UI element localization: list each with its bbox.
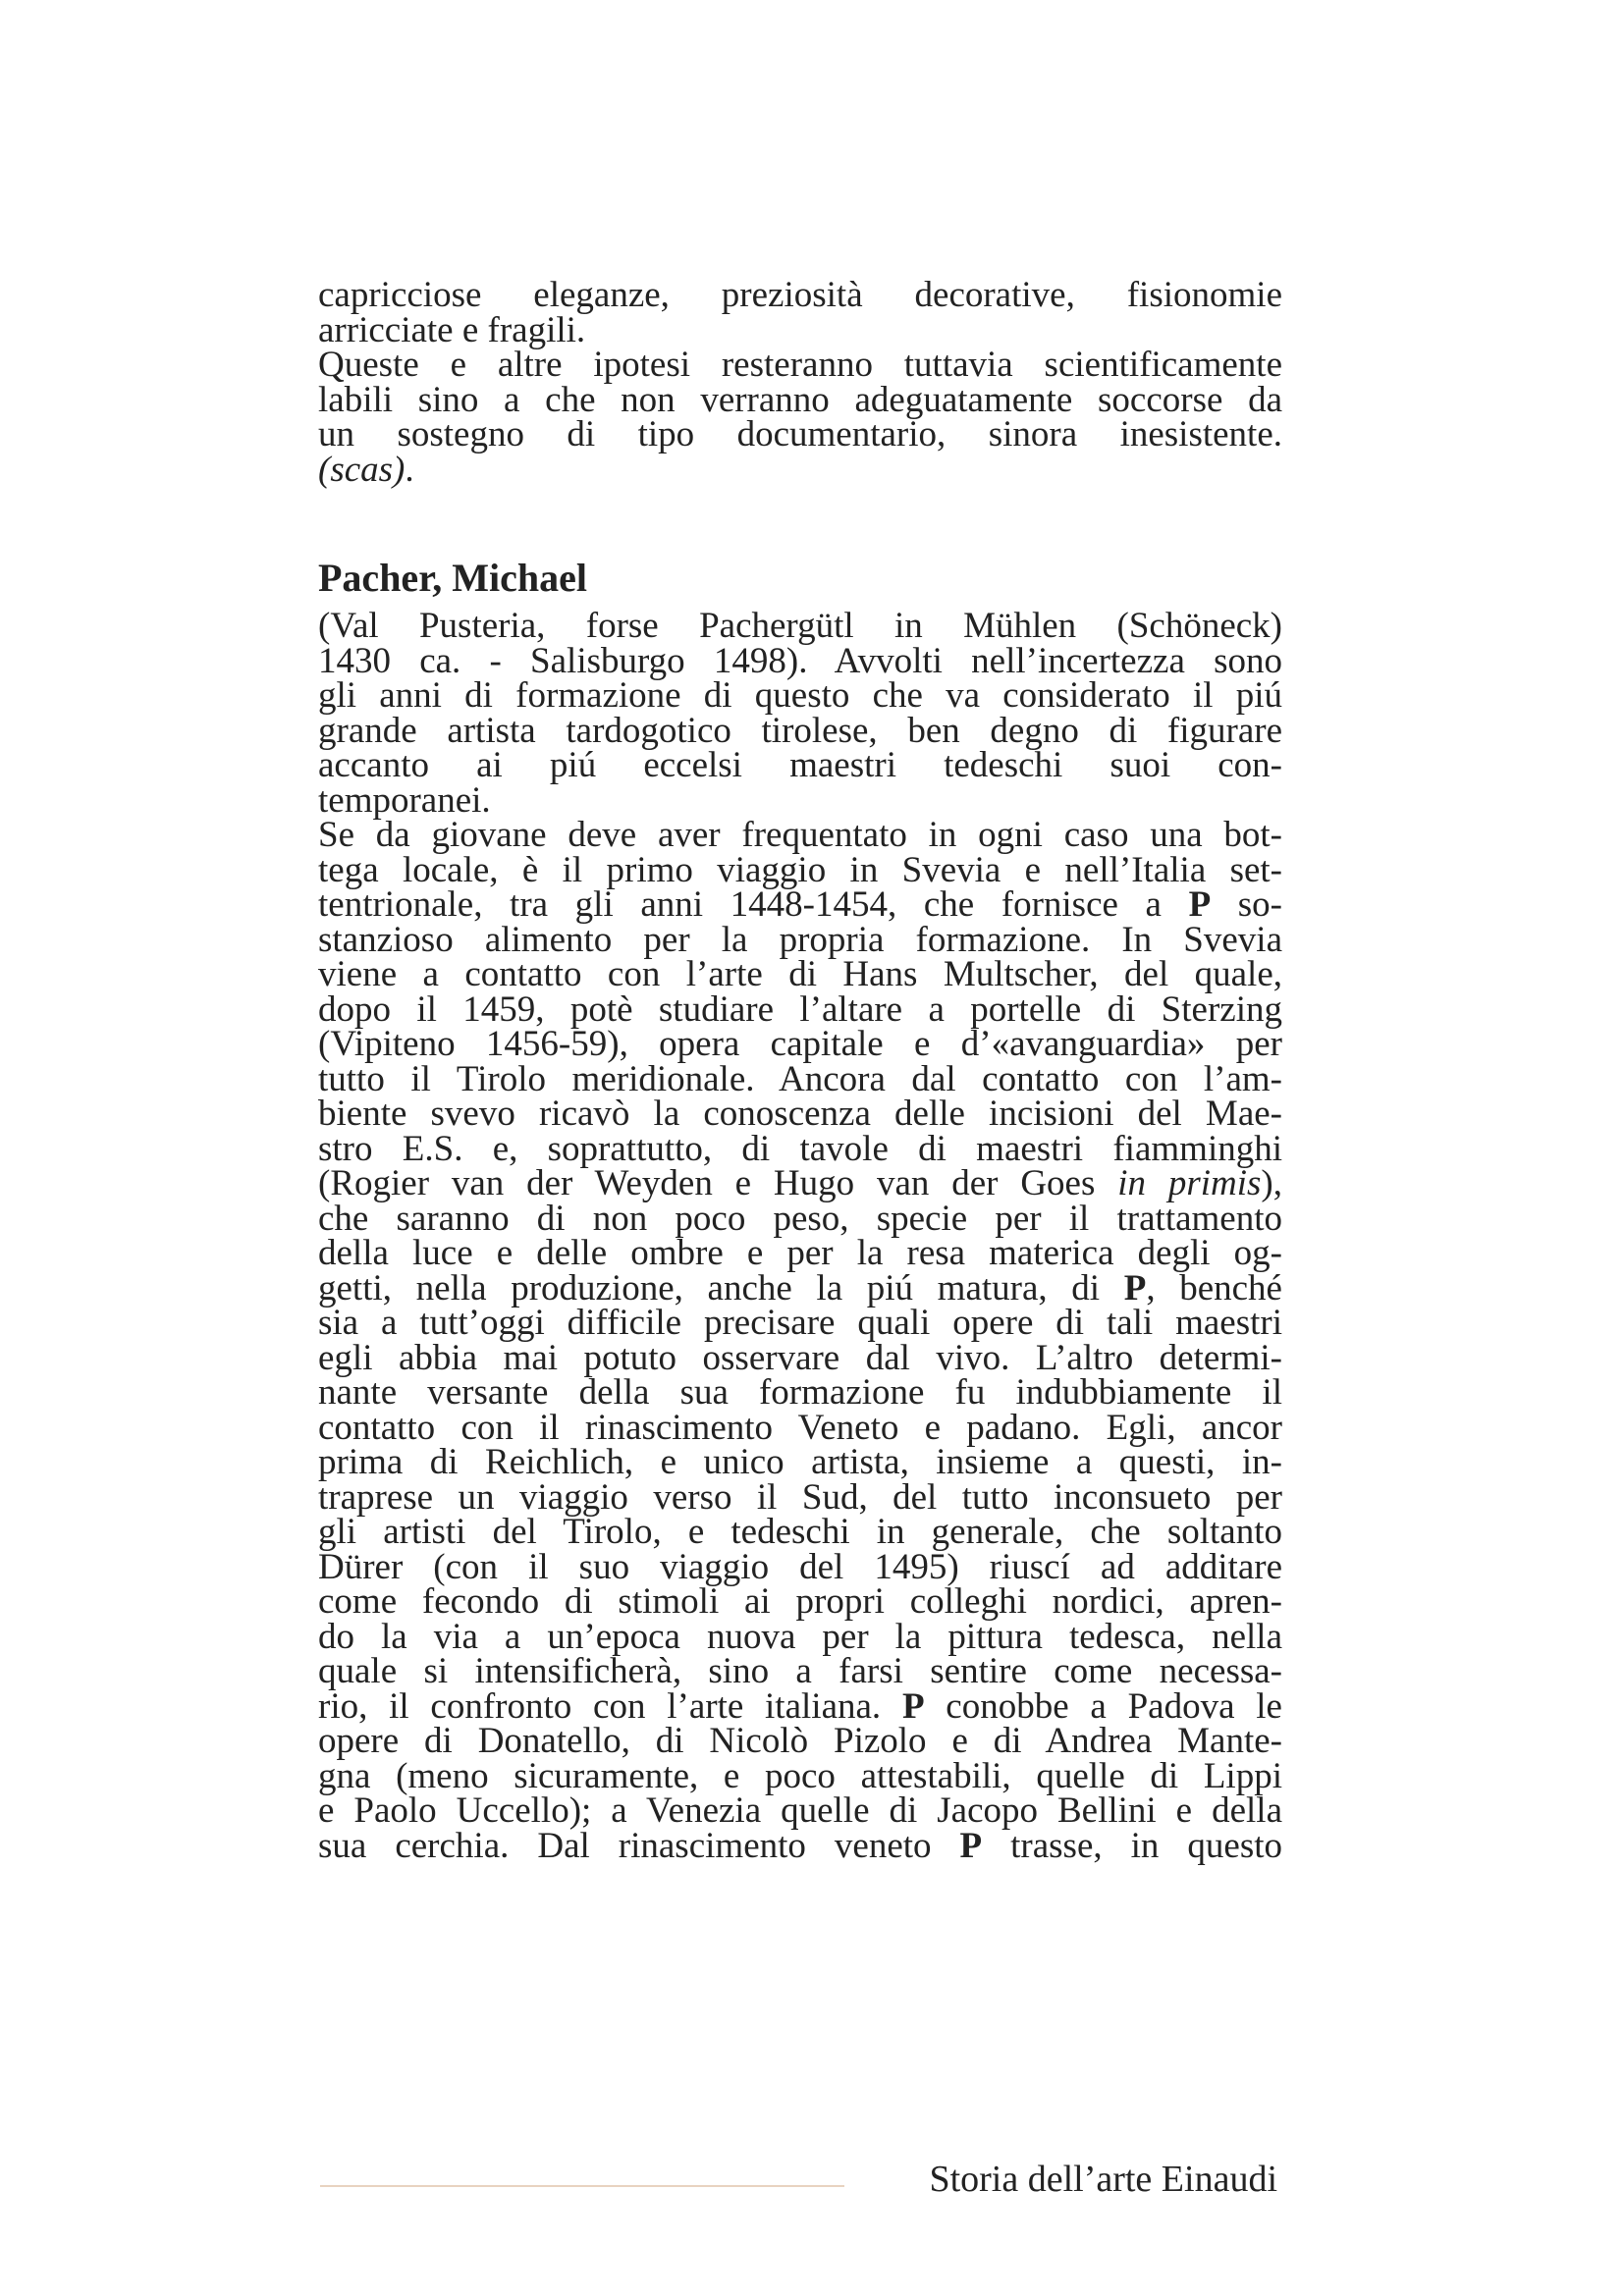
text-line: tutto il Tirolo meridionale. Ancora dal contatto con l’am- (318, 1058, 1282, 1099)
text-line: biente svevo ricavò la conoscenza delle incisioni del Mae- (318, 1094, 1282, 1134)
text-line: (Val Pusteria, forse Pachergütl in Mühlen (Schöneck) (318, 606, 1282, 646)
text-line: traprese un viaggio verso il Sud, del tutto inconsueto per (318, 1476, 1282, 1518)
text-line: Queste e altre ipotesi resteranno tuttavia scientificamente (318, 345, 1282, 385)
text-line: labili sino a che non verranno adeguatamente soccorse da (318, 379, 1282, 420)
text-line: stro E.S. e, soprattutto, di tavole di maestri fiamminghi (318, 1128, 1282, 1169)
text-line: stanzioso alimento per la propria formazione. In Svevia (318, 919, 1282, 960)
author-signature: (scas). (318, 449, 414, 490)
entry-intro (318, 606, 1282, 821)
entry-body (318, 606, 1282, 1866)
text-line: contatto con il rinascimento Veneto e padano. Egli, ancor (318, 1407, 1282, 1448)
text-line: do la via a un’epoca nuova per la pittura tedesca, nella (318, 1616, 1282, 1657)
text-line: grande artista tardogotico tirolese, ben degno di figurare (318, 710, 1282, 751)
text-line: rio, il confronto con l’arte italiana. P conobbe a Padova le (318, 1685, 1282, 1727)
text-line: sua cerchia. Dal rinascimento veneto P trasse, in questo (318, 1825, 1282, 1866)
text-line: gli artisti del Tirolo, e tedeschi in generale, che soltanto (318, 1512, 1282, 1552)
text-line: sia a tutt’oggi difficile precisare quali opere di tali maestri (318, 1303, 1282, 1343)
text-line: quale si intensificherà, sino a farsi sentire come necessa- (318, 1651, 1282, 1691)
entry-title: Pacher, Michael (318, 556, 588, 600)
text-line: tega locale, è il primo viaggio in Svevia e nell’Italia set- (318, 849, 1282, 890)
footer-rule (320, 2185, 844, 2187)
text-line: prima di Reichlich, e unico artista, insieme a questi, in- (318, 1442, 1282, 1482)
footer-series-title: Storia dell’arte Einaudi (929, 2159, 1277, 2200)
text-line: e Paolo Uccello); a Venezia quelle di Jacopo Bellini e della (318, 1790, 1282, 1831)
text-line: egli abbia mai potuto osservare dal vivo. L’altro determi- (318, 1337, 1282, 1378)
text-line: getti, nella produzione, anche la piú matura, di P, benché (318, 1267, 1282, 1308)
text-line: arricciate e fragili. (318, 309, 586, 350)
text-line: come fecondo di stimoli ai propri colleghi nordici, apren- (318, 1581, 1282, 1622)
entry-main-text (318, 815, 1282, 1866)
text-line: capricciose eleganze, preziosità decorative, fisionomie (318, 275, 1282, 315)
text-line: Dürer (con il suo viaggio del 1495) riuscí ad additare (318, 1546, 1282, 1587)
text-line: gna (meno sicuramente, e poco attestabili, quelle di Lippi (318, 1755, 1282, 1796)
text-line: un sostegno di tipo documentario, sinora inesistente. (318, 414, 1282, 454)
text-line: (Vipiteno 1456-59), opera capitale e d’«avanguardia» per (318, 1024, 1282, 1064)
text-line: temporanei. (318, 779, 491, 821)
text-line: della luce e delle ombre e per la resa materica degli og- (318, 1233, 1282, 1273)
continuation-paragraph (318, 275, 1282, 490)
text-line: accanto ai piú eccelsi maestri tedeschi suoi con- (318, 745, 1282, 785)
text-line: 1430 ca. - Salisburgo 1498). Avvolti nell’incertezza sono (318, 640, 1282, 681)
text-line: nante versante della sua formazione fu indubbiamente il (318, 1372, 1282, 1413)
text-line: gli anni di formazione di questo che va considerato il piú (318, 675, 1282, 716)
text-line: viene a contatto con l’arte di Hans Multscher, del quale, (318, 954, 1282, 994)
text-line: opere di Donatello, di Nicolò Pizolo e di Andrea Mante- (318, 1721, 1282, 1761)
continuation-text (318, 275, 1282, 490)
text-line: (Rogier van der Weyden e Hugo van der Goes in primis), (318, 1163, 1282, 1203)
text-line: tentrionale, tra gli anni 1448-1454, che fornisce a P so- (318, 884, 1282, 925)
text-line: che saranno di non poco peso, specie per il trattamento (318, 1198, 1282, 1239)
text-line: dopo il 1459, potè studiare l’altare a portelle di Sterzing (318, 988, 1282, 1030)
text-line: Se da giovane deve aver frequentato in ogni caso una bot- (318, 815, 1282, 855)
